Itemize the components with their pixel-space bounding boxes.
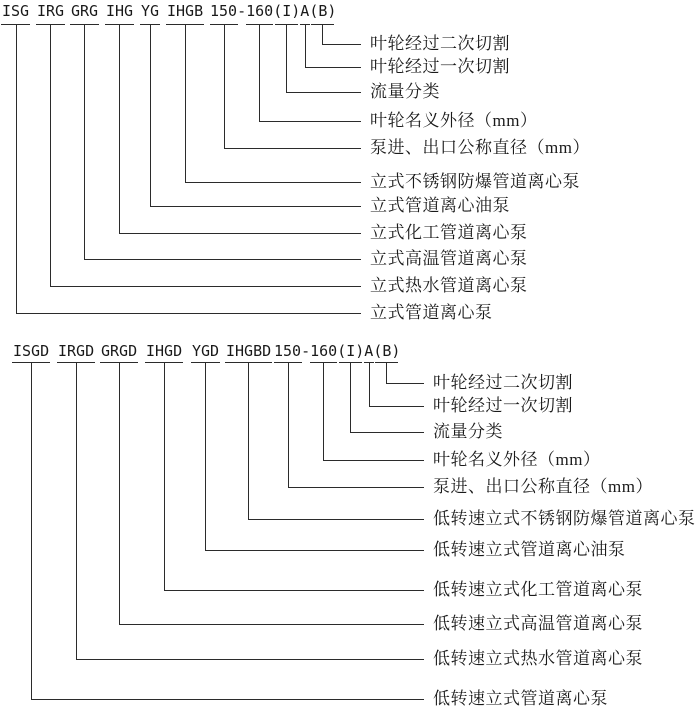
- code-ihg: IHG: [106, 2, 134, 20]
- hline-150: [224, 148, 361, 149]
- hline-b: [322, 44, 361, 45]
- code-ygd: YGD: [192, 342, 220, 360]
- hline-isg: [16, 313, 361, 314]
- vline-ihgb: [185, 24, 186, 183]
- code-irg: IRG: [37, 2, 65, 20]
- label-low-speed-chemical-pump: 低转速立式化工管道离心泵: [433, 580, 643, 599]
- hline-i-d: [350, 432, 424, 433]
- label-low-speed-high-temp-pump: 低转速立式高温管道离心泵: [433, 614, 643, 633]
- label-high-temp-pump: 立式高温管道离心泵: [370, 249, 528, 268]
- hline-isgd: [31, 699, 424, 700]
- label-low-speed-oil-pump: 低转速立式管道离心油泵: [433, 540, 626, 559]
- vline-grgd: [119, 362, 120, 625]
- hline-ihgbd: [248, 519, 424, 520]
- hline-ihg: [119, 233, 361, 234]
- hline-160-d: [323, 460, 424, 461]
- vline-ihgbd: [248, 362, 249, 520]
- code-ihgb: IHGB: [167, 2, 204, 20]
- vline-150: [224, 24, 225, 149]
- label-oil-pump: 立式管道离心油泵: [370, 196, 510, 215]
- label-low-speed-pipeline-pump: 低转速立式管道离心泵: [433, 689, 608, 708]
- hline-a-d: [369, 406, 424, 407]
- code-ihgd: IHGD: [146, 342, 183, 360]
- code-isg: ISG: [2, 2, 30, 20]
- label-impeller-first-cut: 叶轮经过一次切割: [370, 57, 510, 76]
- hline-yg: [150, 206, 361, 207]
- vline-150-d: [288, 362, 289, 488]
- vline-160: [259, 24, 260, 122]
- vline-yg: [150, 24, 151, 207]
- vline-ihg: [119, 24, 120, 234]
- vline-isgd: [31, 362, 32, 700]
- label-stainless-explosion-pump: 立式不锈钢防爆管道离心泵: [370, 172, 580, 191]
- hline-ygd: [205, 550, 424, 551]
- label-impeller-first-cut-d: 叶轮经过一次切割: [433, 396, 573, 415]
- code-isgd: ISGD: [13, 342, 50, 360]
- label-pipeline-pump: 立式管道离心泵: [370, 303, 493, 322]
- code-size-spec-d: 150-160(I)A(B): [274, 342, 401, 360]
- code-grgd: GRGD: [101, 342, 138, 360]
- label-flow-class: 流量分类: [370, 82, 440, 101]
- code-ihgbd: IHGBD: [226, 342, 272, 360]
- hline-grg: [84, 259, 361, 260]
- vline-a: [305, 24, 306, 68]
- vline-irgd: [76, 362, 77, 660]
- vline-b-d: [386, 362, 387, 384]
- vline-a-d: [369, 362, 370, 407]
- hline-a: [305, 67, 361, 68]
- label-chemical-pump: 立式化工管道离心泵: [370, 223, 528, 242]
- vline-b: [322, 24, 323, 45]
- code-irgd: IRGD: [58, 342, 95, 360]
- label-impeller-diameter: 叶轮名义外径（mm）: [370, 111, 538, 130]
- hline-b-d: [386, 383, 424, 384]
- vline-i: [286, 24, 287, 93]
- hline-ihgd: [164, 590, 424, 591]
- hline-grgd: [119, 624, 424, 625]
- vline-isg: [16, 24, 17, 314]
- vline-i-d: [350, 362, 351, 433]
- label-port-diameter-d: 泵进、出口公称直径（mm）: [433, 477, 653, 496]
- label-low-speed-hot-water-pump: 低转速立式热水管道离心泵: [433, 649, 643, 668]
- hline-i: [286, 92, 361, 93]
- hline-160: [259, 121, 361, 122]
- label-impeller-diameter-d: 叶轮名义外径（mm）: [433, 450, 601, 469]
- vline-grg: [84, 24, 85, 260]
- code-yg: YG: [141, 2, 160, 20]
- label-impeller-second-cut-d: 叶轮经过二次切割: [433, 373, 573, 392]
- code-size-spec: 150-160(I)A(B): [210, 2, 337, 20]
- vline-160-d: [323, 362, 324, 461]
- hline-150-d: [288, 487, 424, 488]
- vline-ygd: [205, 362, 206, 551]
- label-port-diameter: 泵进、出口公称直径（mm）: [370, 138, 590, 157]
- hline-irg: [50, 286, 361, 287]
- hline-irgd: [76, 659, 424, 660]
- label-low-speed-stainless-pump: 低转速立式不锈钢防爆管道离心泵: [433, 509, 696, 528]
- hline-ihgb: [185, 182, 361, 183]
- label-impeller-second-cut: 叶轮经过二次切割: [370, 34, 510, 53]
- label-hot-water-pump: 立式热水管道离心泵: [370, 276, 528, 295]
- vline-ihgd: [164, 362, 165, 591]
- vline-irg: [50, 24, 51, 287]
- label-flow-class-d: 流量分类: [433, 422, 503, 441]
- code-grg: GRG: [71, 2, 99, 20]
